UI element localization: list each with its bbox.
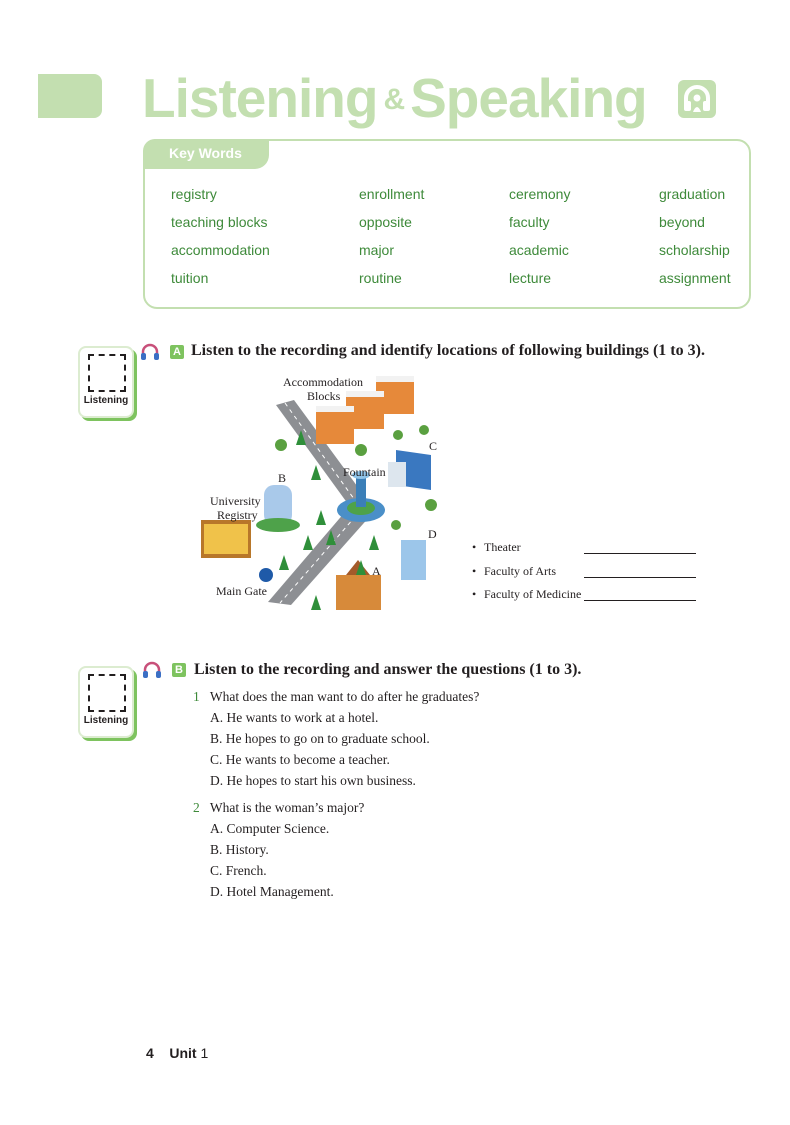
bullet: • — [472, 587, 477, 601]
key-word: beyond — [659, 214, 705, 230]
map-label-a: A — [372, 564, 381, 578]
key-word: teaching blocks — [171, 214, 268, 230]
badge-label: Listening — [83, 395, 129, 406]
option: C. French. — [210, 863, 267, 878]
map-label-blocks: Blocks — [307, 389, 341, 403]
title-listening: Listening — [142, 67, 378, 129]
question-number: 1 — [193, 689, 200, 704]
unit-label: Unit — [169, 1045, 197, 1061]
badge-dashed-frame — [88, 354, 126, 392]
option: A. Computer Science. — [210, 821, 330, 836]
page-number: 4 — [146, 1045, 154, 1061]
unit-number: 1 — [200, 1045, 209, 1061]
option: B. History. — [210, 842, 269, 857]
key-word: lecture — [509, 270, 552, 286]
key-word: accommodation — [171, 242, 270, 258]
key-word: assignment — [659, 270, 731, 286]
option: D. He hopes to start his own business. — [210, 773, 416, 788]
answer-blank[interactable] — [584, 553, 696, 554]
page-footer — [146, 1045, 208, 1061]
key-word: opposite — [359, 214, 412, 230]
badge-label: Listening — [83, 715, 129, 726]
key-word: faculty — [509, 214, 550, 230]
badge-dashed-frame — [88, 674, 126, 712]
bullet: • — [472, 540, 477, 554]
question-1 — [193, 686, 479, 791]
bullet: • — [472, 563, 477, 578]
headphones-icon — [678, 80, 716, 118]
header-decor-block — [38, 74, 102, 118]
option: A. He wants to work at a hotel. — [210, 710, 379, 725]
question-number: 2 — [193, 800, 200, 815]
key-word: ceremony — [509, 186, 571, 202]
map-label-main-gate: Main Gate — [216, 584, 267, 598]
section-b-instruction: Listen to the recording and answer the questions (1 to 3). — [194, 661, 582, 678]
map-label-university: University — [210, 494, 261, 508]
question-2 — [193, 797, 364, 902]
key-word: enrollment — [359, 186, 425, 202]
map-label-c: C — [429, 439, 438, 453]
key-words-label: Key Words — [169, 145, 242, 161]
answer-blank[interactable] — [584, 600, 696, 601]
headphones-icon — [140, 343, 160, 361]
map-label-b: B — [278, 471, 287, 485]
campus-map — [196, 370, 456, 620]
title-ampersand: & — [383, 83, 405, 116]
key-words-tab — [143, 139, 269, 169]
option: C. He wants to become a teacher. — [210, 752, 390, 767]
map-label-registry: Registry — [217, 508, 258, 522]
answer-label: Faculty of Medicine — [484, 587, 582, 601]
section-a-instruction: Listen to the recording and identify locations of following buildings (1 to 3). — [191, 342, 705, 359]
key-words-grid — [171, 184, 751, 288]
section-letter-a: A — [170, 345, 184, 359]
key-word: major — [359, 242, 395, 258]
option: B. He hopes to go on to graduate school. — [210, 731, 430, 746]
key-word: scholarship — [659, 242, 730, 258]
map-label-accommodation: Accommodation — [283, 375, 363, 389]
key-word: graduation — [659, 186, 726, 202]
listening-badge-a — [78, 346, 134, 418]
title-speaking: Speaking — [410, 67, 647, 129]
section-letter-b: B — [172, 663, 186, 677]
question-text: What does the man want to do after he graduates? — [209, 689, 480, 704]
page-title — [142, 66, 647, 132]
answer-label: Faculty of Arts — [484, 563, 556, 578]
map-label-d: D — [428, 527, 437, 541]
key-word: tuition — [171, 270, 209, 286]
answer-blank[interactable] — [584, 577, 696, 578]
key-word: academic — [509, 242, 569, 258]
key-word: registry — [171, 186, 217, 202]
question-text: What is the woman’s major? — [209, 800, 365, 815]
answer-label: Theater — [484, 540, 521, 554]
option: D. Hotel Management. — [210, 884, 334, 899]
listening-badge-b — [78, 666, 134, 738]
headphones-icon — [142, 661, 162, 679]
map-label-fountain: Fountain — [343, 465, 386, 479]
key-word: routine — [359, 270, 402, 286]
